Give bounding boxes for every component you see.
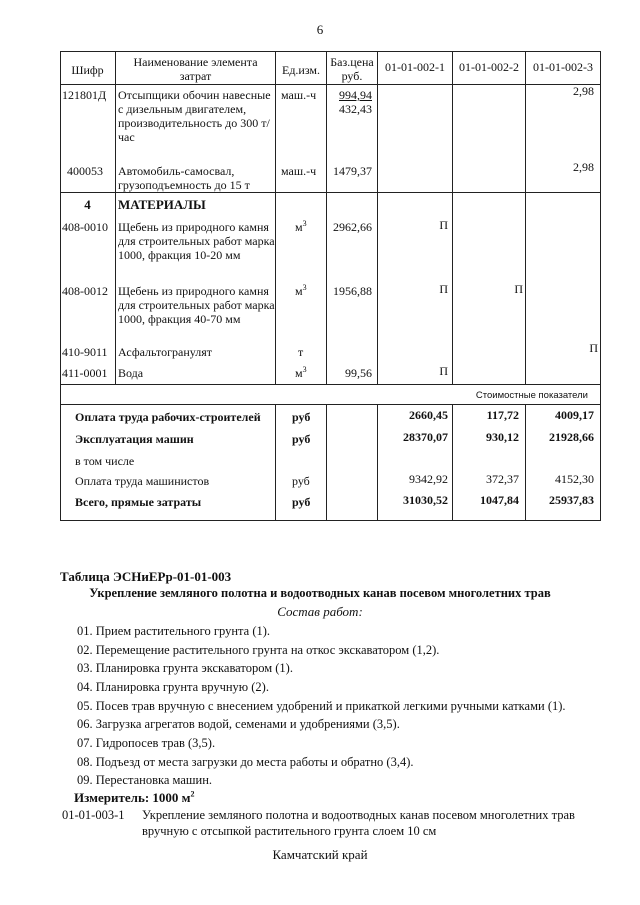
row-name: Вода — [118, 366, 144, 380]
row-unit: т — [298, 345, 304, 359]
row-value-col1: П — [439, 282, 448, 296]
row-name: Щебень из природного камня для строительных работ марка 1000, фракция 40-70 мм — [118, 284, 275, 326]
item-text: Укрепление земляного полотна и водоотводных канав посевом многолетних трав — [142, 808, 575, 822]
composition-heading: Состав работ: — [277, 604, 363, 619]
measure-unit: Измеритель: 1000 $м^2$ — [74, 789, 195, 805]
row-name: Автомобиль-самосвал, грузоподъемность до 15 т — [118, 164, 250, 192]
row-unit: $м^3$ — [295, 365, 307, 380]
row-value-col2: П — [514, 282, 523, 296]
table-subtitle: Укрепление земляного полотна и водоотводных канав посевом многолетних трав — [89, 586, 551, 600]
summary-label: в том числе — [75, 454, 135, 468]
row-price: 1479,37 — [333, 164, 372, 178]
summary-col3: 25937,83 — [549, 493, 594, 507]
summary-unit: руб — [292, 410, 311, 424]
row-price: 994,94 — [339, 88, 372, 102]
work-item: 04. Планировка грунта вручную (2). — [77, 680, 269, 694]
summary-label: Эксплуатация машин — [75, 432, 194, 446]
header-name: Наименование элемента затрат — [133, 55, 258, 83]
row-unit: $м^3$ — [295, 283, 307, 298]
row-name: Асфальтогранулят — [118, 345, 213, 359]
row-value-col1: П — [439, 218, 448, 232]
summary-col1: 31030,52 — [403, 493, 448, 507]
header-price: Баз.цена руб. — [330, 55, 374, 83]
row-price: 1956,88 — [333, 284, 372, 298]
summary-col3: 4009,17 — [555, 408, 594, 422]
work-item: 01. Прием растительного грунта (1). — [77, 624, 271, 638]
work-item: 08. Подъезд от места загрузки до места работы и обратно (3,4). — [77, 755, 414, 769]
row-name: Щебень из природного камня для строительных работ марка 1000, фракция 10-20 мм — [118, 220, 275, 262]
item-text-2: вручную с отсыпкой растительного грунта слоем 10 см — [142, 824, 437, 838]
row-price: 99,56 — [345, 366, 372, 380]
summary-col3: 21928,66 — [549, 430, 594, 444]
row-code: 400053 — [67, 164, 103, 178]
row-unit: маш.-ч — [281, 164, 317, 178]
work-item: 02. Перемещение растительного грунта на откос экскаватором (1,2). — [77, 643, 440, 657]
header-col3: 01-01-002-3 — [533, 60, 593, 74]
footer-region: Камчатский край — [272, 847, 368, 862]
summary-label: Оплата труда рабочих-строителей — [75, 410, 261, 424]
row-value-col1: П — [439, 364, 448, 378]
summary-col1: 9342,92 — [409, 472, 448, 486]
header-unit: Ед.изм. — [281, 63, 321, 77]
row-code: 121801Д — [62, 88, 107, 102]
row-value-col3: 2,98 — [573, 160, 594, 174]
work-item: 05. Посев трав вручную с внесением удобрений и прикаткой легкими ручными катками (1). — [77, 699, 566, 713]
summary-col3: 4152,30 — [555, 472, 594, 486]
page-number: 6 — [316, 22, 324, 37]
row-unit: $м^3$ — [295, 219, 307, 234]
summary-col2: 372,37 — [486, 472, 519, 486]
work-item: 07. Гидропосев трав (3,5). — [77, 736, 216, 750]
header-col1: 01-01-002-1 — [385, 60, 445, 74]
row-value-col3: 2,98 — [573, 84, 594, 98]
summary-label: Всего, прямые затраты — [75, 495, 202, 509]
row-price: 2962,66 — [333, 220, 372, 234]
row-code: 408-0012 — [62, 284, 108, 298]
section-materials: МАТЕРИАЛЫ — [118, 197, 206, 212]
work-item: 09. Перестановка машин. — [77, 773, 213, 787]
row-value-col3: П — [589, 341, 598, 355]
summary-col2: 1047,84 — [480, 493, 519, 507]
work-item: 06. Загрузка агрегатов водой, семенами и удобрениями (3,5). — [77, 717, 400, 731]
section-number: 4 — [84, 197, 91, 212]
summary-unit: руб — [292, 432, 311, 446]
item-code: 01-01-003-1 — [62, 808, 125, 822]
header-col2: 01-01-002-2 — [459, 60, 519, 74]
row-price-b: 432,43 — [339, 102, 372, 116]
summary-col2: 117,72 — [486, 408, 519, 422]
summary-col1: 28370,07 — [403, 430, 448, 444]
row-code: 410-9011 — [62, 345, 108, 359]
row-name: Отсыпщики обочин навесные с дизельным двигателем, производительность до 300 т/час — [118, 88, 271, 144]
work-item: 03. Планировка грунта экскаватором (1). — [77, 661, 293, 675]
summary-col2: 930,12 — [486, 430, 519, 444]
row-code: 408-0010 — [62, 220, 108, 234]
row-unit: маш.-ч — [281, 88, 317, 102]
summary-col1: 2660,45 — [409, 408, 448, 422]
row-code: 411-0001 — [62, 366, 108, 380]
summary-unit: руб — [292, 474, 310, 488]
summary-label: Оплата труда машинистов — [75, 474, 210, 488]
table-title: Таблица ЭСНиЕРр-01-01-003 — [60, 569, 232, 584]
cost-indicators-header: Стоимостные показатели — [475, 390, 588, 401]
header-code: Шифр — [71, 63, 104, 77]
summary-unit: руб — [292, 495, 311, 509]
